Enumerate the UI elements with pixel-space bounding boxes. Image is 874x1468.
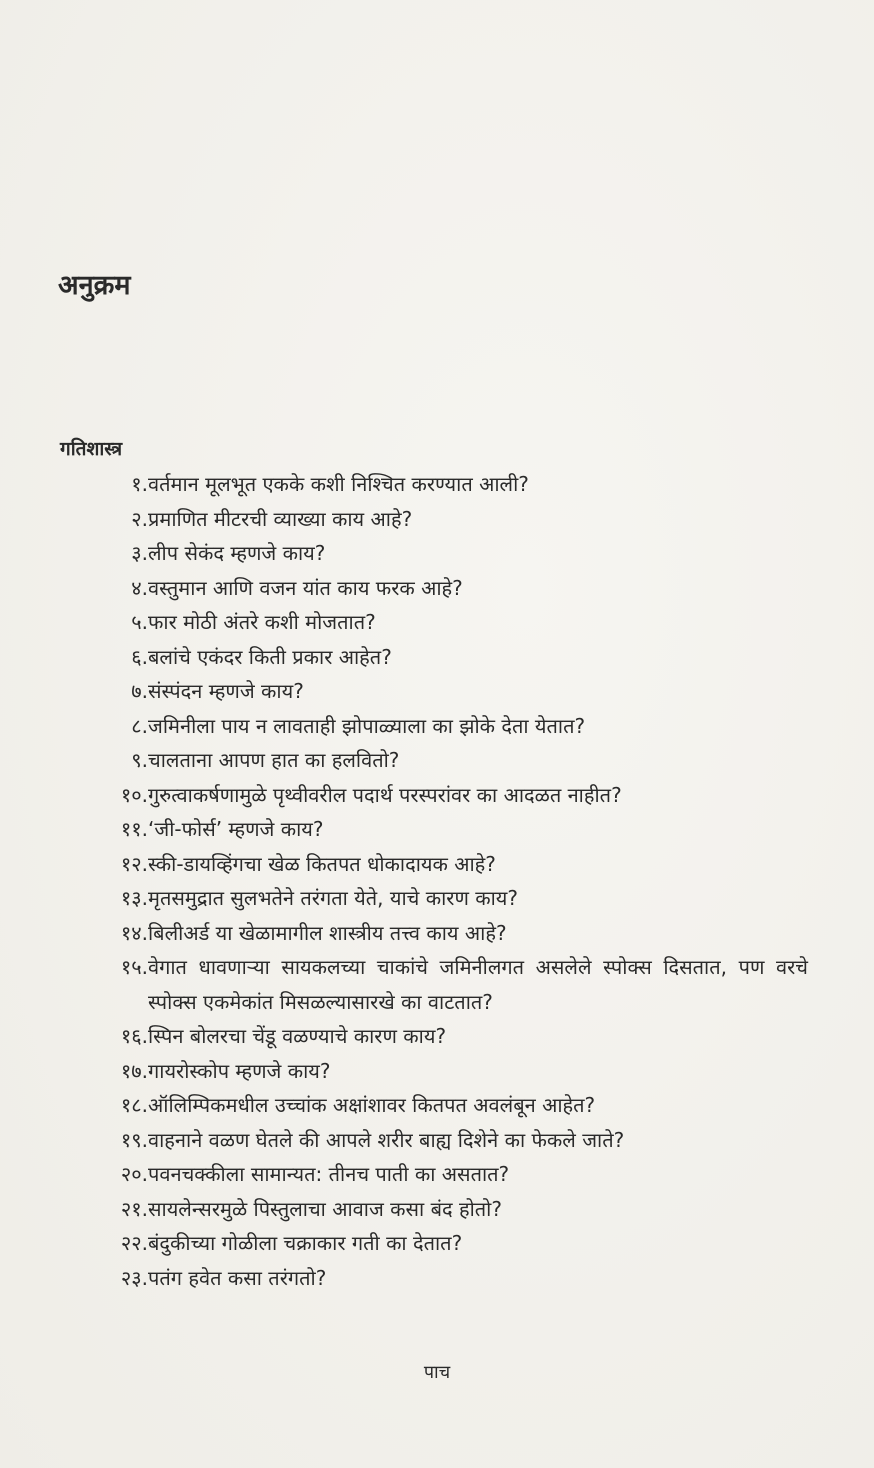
toc-entry-14 — [0, 916, 874, 951]
entry-number: १८. — [120, 1093, 148, 1117]
entry-number: २२. — [120, 1231, 148, 1255]
entry-number: १२. — [120, 851, 148, 876]
table-of-contents — [0, 467, 874, 1295]
entry-number: १४. — [120, 920, 148, 945]
entry-number: ११. — [120, 817, 148, 841]
entry-number: १७. — [120, 1058, 148, 1083]
entry-title: बंदुकीच्या गोळीला चक्राकार गती का देतात? — [148, 1231, 463, 1255]
page-number: पाच — [423, 1362, 451, 1383]
entry-title: सायलेन्सरमुळे पिस्तुलाचा आवाज कसा बंद होतो? — [148, 1196, 502, 1221]
entry-number: १. — [131, 472, 148, 496]
entry-title: फार मोठी अंतरे कशी मोजतात? — [148, 610, 376, 634]
entry-title: जमिनीला पाय न लावताही झोपाळ्याला का झोके देता येतात? — [148, 713, 586, 738]
toc-entry-4 — [0, 571, 874, 606]
entry-number: २३. — [120, 1265, 148, 1290]
entry-number: ५. — [131, 610, 148, 634]
toc-entry-9 — [0, 743, 874, 778]
entry-title: चालताना आपण हात का हलवितो? — [148, 748, 400, 772]
toc-entry-13 — [0, 881, 874, 916]
toc-entry-22 — [0, 1226, 874, 1261]
toc-entry-6 — [0, 640, 874, 675]
toc-entry-23 — [0, 1261, 874, 1296]
toc-entry-5 — [0, 605, 874, 640]
entry-title: संस्पंदन म्हणजे काय? — [148, 679, 304, 703]
entry-title: पवनचक्कीला सामान्यत: तीनच पाती का असतात? — [148, 1162, 510, 1186]
entry-number: ६. — [131, 644, 148, 669]
entry-number: ३. — [131, 541, 148, 565]
toc-entry-17 — [0, 1054, 874, 1089]
toc-entry-8 — [0, 709, 874, 744]
entry-title: वेगात धावणाऱ्या सायकलच्या चाकांचे जमिनीलगत असलेले स्पोक्स दिसतात, पण वरचे स्पोक्स एकमेकांत मिसळल्यासारखे का वाटतात? — [148, 955, 808, 1014]
toc-entry-15 — [0, 950, 874, 1019]
toc-entry-3 — [0, 536, 874, 571]
toc-entry-12 — [0, 847, 874, 882]
page-title: अनुक्रम — [58, 270, 131, 301]
toc-entry-20 — [0, 1157, 874, 1192]
entry-title: वस्तुमान आणि वजन यांत काय फरक आहे? — [148, 575, 463, 600]
entry-number: १०. — [120, 782, 148, 807]
toc-entry-1 — [0, 467, 874, 502]
entry-title: वर्तमान मूलभूत एकके कशी निश्चित करण्यात आली? — [148, 472, 529, 496]
entry-number: १६. — [120, 1024, 148, 1048]
toc-entry-18 — [0, 1088, 874, 1123]
toc-entry-16 — [0, 1019, 874, 1054]
entry-title: मृतसमुद्रात सुलभतेने तरंगता येते, याचे कारण काय? — [148, 886, 519, 910]
section-heading: गतिशास्त्र — [60, 438, 123, 460]
entry-title: पतंग हवेत कसा तरंगतो? — [148, 1265, 327, 1290]
entry-title: गायरोस्कोप म्हणजे काय? — [148, 1058, 331, 1083]
entry-title: लीप सेकंद म्हणजे काय? — [148, 541, 326, 565]
toc-entry-19 — [0, 1123, 874, 1158]
entry-number: १५. — [120, 955, 148, 979]
entry-title: प्रमाणित मीटरची व्याख्या काय आहे? — [148, 506, 413, 531]
entry-number: १९. — [120, 1127, 148, 1152]
entry-title: वाहनाने वळण घेतले की आपले शरीर बाह्य दिशेने का फेकले जाते? — [148, 1127, 625, 1152]
entry-title: स्पिन बोलरचा चेंडू वळण्याचे कारण काय? — [148, 1024, 447, 1048]
entry-number: २१. — [120, 1196, 148, 1221]
toc-entry-11 — [0, 812, 874, 847]
entry-number: २०. — [120, 1162, 148, 1186]
entry-number: ४. — [131, 575, 148, 600]
entry-number: ९. — [131, 748, 148, 772]
entry-number: १३. — [120, 886, 148, 910]
toc-entry-2 — [0, 502, 874, 537]
entry-number: २. — [131, 506, 148, 531]
entry-title: बलांचे एकंदर किती प्रकार आहेत? — [148, 644, 392, 669]
toc-entry-21 — [0, 1192, 874, 1227]
entry-title: बिलीअर्ड या खेळामागील शास्त्रीय तत्त्व काय आहे? — [148, 920, 507, 945]
entry-title: स्की-डायव्हिंगचा खेळ कितपत धोकादायक आहे? — [148, 851, 496, 876]
toc-entry-10 — [0, 778, 874, 813]
entry-title: ऑलिम्पिकमधील उच्चांक अक्षांशावर कितपत अवलंबून आहेत? — [148, 1093, 596, 1117]
entry-title: ‘जी-फोर्स’ म्हणजे काय? — [148, 817, 324, 841]
toc-entry-7 — [0, 674, 874, 709]
entry-number: ८. — [131, 713, 148, 738]
entry-number: ७. — [131, 679, 148, 703]
entry-title: गुरुत्वाकर्षणामुळे पृथ्वीवरील पदार्थ परस्परांवर का आदळत नाहीत? — [148, 782, 622, 807]
